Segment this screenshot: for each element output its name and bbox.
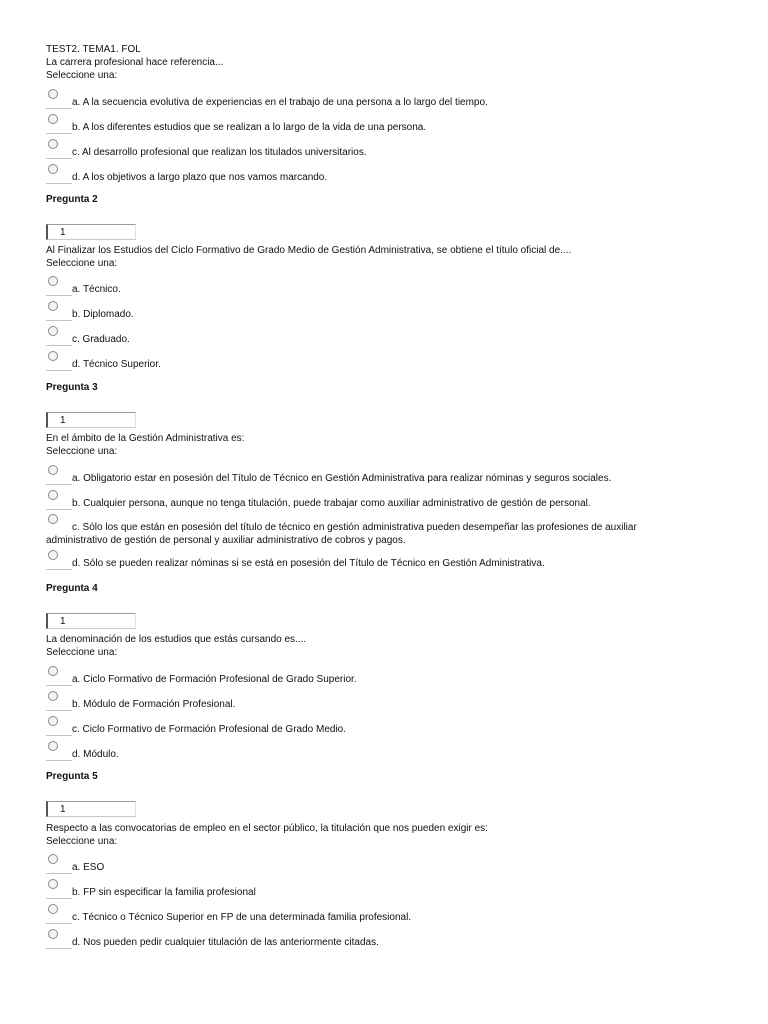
option-label: c. Ciclo Formativo de Formación Profesional de Grado Medio.	[72, 724, 347, 735]
option-label: c. Técnico o Técnico Superior en FP de una determinada familia profesional.	[72, 912, 412, 923]
page-title: TEST2. TEMA1. FOL	[46, 44, 141, 55]
question-2-select-label: Seleccione una:	[46, 258, 118, 269]
option-underline	[46, 710, 72, 711]
score-value: 1	[60, 616, 66, 627]
radio-button[interactable]	[48, 929, 58, 939]
radio-button[interactable]	[48, 301, 58, 311]
option-label: a. ESO	[72, 862, 105, 873]
radio-button[interactable]	[48, 741, 58, 751]
option-underline	[46, 484, 72, 485]
radio-button[interactable]	[48, 276, 58, 286]
question-3-score-box	[46, 412, 136, 428]
option-underline	[46, 685, 72, 686]
option-underline	[46, 133, 72, 134]
option-underline	[46, 735, 72, 736]
option-label: d. Sólo se pueden realizar nóminas si se está en posesión del Título de Técnico en Gestión Administrativa.	[72, 558, 545, 569]
option-label: b. A los diferentes estudios que se realizan a lo largo de la vida de una persona.	[72, 122, 427, 133]
question-5-select-label: Seleccione una:	[46, 836, 118, 847]
option-underline	[46, 345, 72, 346]
radio-button[interactable]	[48, 691, 58, 701]
question-4-text: La denominación de los estudios que estás cursando es....	[46, 634, 307, 645]
option-label-continued: administrativo de gestión de personal y auxiliar administrativo de cobros y pagos.	[46, 535, 406, 546]
option-underline	[46, 569, 72, 570]
option-underline	[46, 948, 72, 949]
question-5-text: Respecto a las convocatorias de empleo en el sector público, la titulación que nos pueden exigir es:	[46, 823, 488, 834]
option-underline	[46, 370, 72, 371]
option-underline	[46, 873, 72, 874]
option-label: a. Obligatorio estar en posesión del Título de Técnico en Gestión Administrativa para realizar nóminas y seguros sociales.	[72, 473, 612, 484]
option-underline	[46, 158, 72, 159]
question-5-heading: Pregunta 5	[46, 771, 98, 782]
radio-button[interactable]	[48, 854, 58, 864]
score-value: 1	[60, 227, 66, 238]
score-value: 1	[60, 415, 66, 426]
question-1-select-label: Seleccione una:	[46, 70, 118, 81]
radio-button[interactable]	[48, 666, 58, 676]
question-2-heading: Pregunta 2	[46, 194, 98, 205]
option-label: b. Diplomado.	[72, 309, 134, 320]
option-label: d. Técnico Superior.	[72, 359, 161, 370]
option-label: b. Módulo de Formación Profesional.	[72, 699, 236, 710]
option-label: b. FP sin especificar la familia profesional	[72, 887, 256, 898]
option-label: c. Sólo los que están en posesión del título de técnico en gestión administrativa pueden desempeñar las profesiones de auxiliar	[72, 522, 637, 533]
option-underline	[46, 295, 72, 296]
radio-button[interactable]	[48, 89, 58, 99]
radio-button[interactable]	[48, 164, 58, 174]
option-label: c. Al desarrollo profesional que realizan los titulados universitarios.	[72, 147, 367, 158]
question-3-heading: Pregunta 3	[46, 382, 98, 393]
question-5-score-box	[46, 801, 136, 817]
radio-button[interactable]	[48, 550, 58, 560]
radio-button[interactable]	[48, 114, 58, 124]
question-4-score-box	[46, 613, 136, 629]
radio-button[interactable]	[48, 514, 58, 524]
option-label: c. Graduado.	[72, 334, 130, 345]
option-label: d. Nos pueden pedir cualquier titulación de las anteriormente citadas.	[72, 937, 379, 948]
question-2-text: Al Finalizar los Estudios del Ciclo Formativo de Grado Medio de Gestión Administrativa, se obtiene el título oficial de....	[46, 245, 572, 256]
question-3-select-label: Seleccione una:	[46, 446, 118, 457]
option-label: a. A la secuencia evolutiva de experiencias en el trabajo de una persona a lo largo del tiempo.	[72, 97, 488, 108]
question-2-score-box	[46, 224, 136, 240]
option-label: d. Módulo.	[72, 749, 119, 760]
radio-button[interactable]	[48, 465, 58, 475]
radio-button[interactable]	[48, 139, 58, 149]
option-underline	[46, 108, 72, 109]
option-label: a. Ciclo Formativo de Formación Profesional de Grado Superior.	[72, 674, 357, 685]
option-underline	[46, 923, 72, 924]
option-underline	[46, 760, 72, 761]
option-label: a. Técnico.	[72, 284, 121, 295]
option-underline	[46, 509, 72, 510]
radio-button[interactable]	[48, 490, 58, 500]
option-underline	[46, 898, 72, 899]
radio-button[interactable]	[48, 326, 58, 336]
question-1-text: La carrera profesional hace referencia...	[46, 57, 224, 68]
radio-button[interactable]	[48, 716, 58, 726]
radio-button[interactable]	[48, 879, 58, 889]
option-label: b. Cualquier persona, aunque no tenga titulación, puede trabajar como auxiliar administrativo de gestión de personal.	[72, 498, 591, 509]
radio-button[interactable]	[48, 904, 58, 914]
option-label: d. A los objetivos a largo plazo que nos vamos marcando.	[72, 172, 328, 183]
option-underline	[46, 320, 72, 321]
question-4-heading: Pregunta 4	[46, 583, 98, 594]
option-underline	[46, 183, 72, 184]
question-3-text: En el ámbito de la Gestión Administrativa es:	[46, 433, 245, 444]
question-4-select-label: Seleccione una:	[46, 647, 118, 658]
radio-button[interactable]	[48, 351, 58, 361]
score-value: 1	[60, 804, 66, 815]
